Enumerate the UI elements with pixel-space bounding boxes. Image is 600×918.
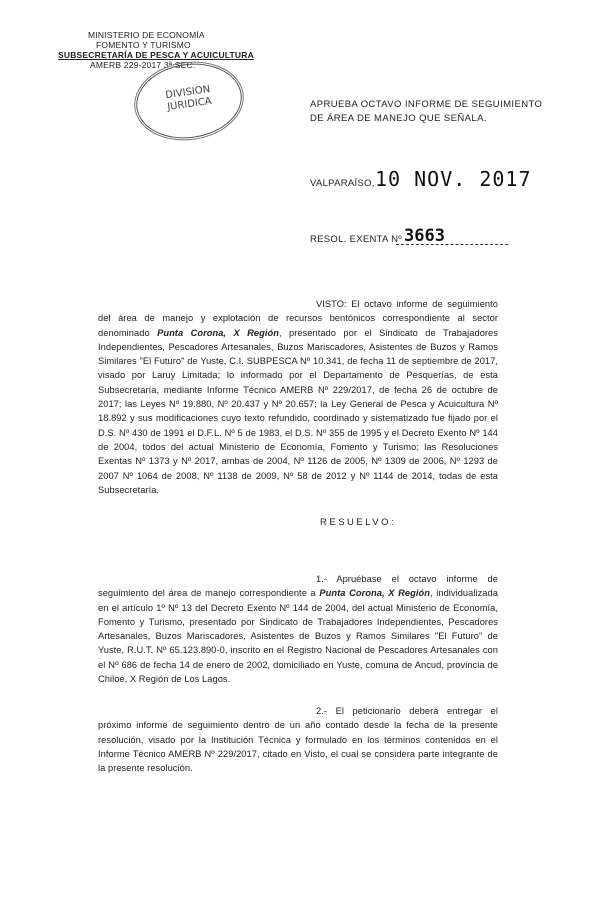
point1-text-before: 1.- Apruébase el octavo informe de seguimiento del área de manejo correspondiente a <box>98 574 498 599</box>
visto-text-after: , presentado por el Sindicato de Trabajadores Independientes, Pescadores Artesanales, Buzos Mariscadores, Asistentes de Buzos y Ramos Similares "El Futuro" de Yuste, C.I. SUBPESCA Nº 10.341, de fecha 11 de septiembre de 2017, visado por Laruy Limitada; lo informado por el Departamento de Pesquerías, de esta Subsecretaría, mediante Informe Técnico AMERB Nº 229/2017, de fecha 26 de octubre de 2017; las Leyes Nº 19.880, Nº 20.437 y Nº 20.657; la Ley General de Pesca y Acuicultura Nº 18.892 y sus modificaciones cuyo texto refundido, coordinado y sistematizado fue fijado por el D.S. Nº 430 de 1991 el D.F.L. Nº 5 de 1983, el D.S. Nº 355 de 1995 y el Decreto Exento Nº 144 de 2004, todos del actual Ministerio de Economía, Fomento y Turismo; las Resoluciones Exentas Nº 1373 y Nº 2017, ambas de 2004, Nº 1126 de 2005, Nº 1309 de 2006, Nº 1293 de 2007 Nº 1064 de 2008, Nº 1138 de 2009, Nº 58 de 2012 y Nº 1144 de 2014, todas de esta Subsecretaría. <box>98 327 498 495</box>
visto-text-before: El octavo informe de seguimiento del área de manejo y explotación de recursos bentónicos correspondiente al sector denominado <box>98 299 498 338</box>
resolution-point-2 <box>98 704 498 775</box>
stamp-line-2: JURIDICA <box>166 95 213 114</box>
stamp-line-1: DIVISION <box>164 83 211 102</box>
visto-label: VISTO: <box>316 299 347 309</box>
point2-text: 2.- El peticionario deberá entregar el próximo informe de seguimiento dentro de un año contado desde la fecha de la presente resolución, visado por la Institución Técnica y formulado en los términos contenidos en el Informe Técnico AMERB Nº 229/2017, citado en Visto, el cual se considera parte integrante de la presente resolución. <box>98 706 498 774</box>
ministry-header <box>58 30 254 70</box>
resolution-number: 3663 <box>404 226 445 246</box>
ministry-name: MINISTERIO DE ECONOMÍA <box>88 30 205 40</box>
resolution-point-1 <box>98 572 498 686</box>
point1-sector: Punta Corona, X Región <box>319 588 430 599</box>
place-label: VALPARAÍSO, <box>310 178 375 189</box>
subsecretaria-name: SUBSECRETARÍA DE PESCA Y ACUICULTURA <box>58 50 254 60</box>
point1-text-after: , individualizada en el artículo 1º Nº 13 del Decreto Exento Nº 144 de 2004, del actual Ministerio de Economía, Fomento y Turismo, presentado por Sindicato de Trabajadores Independientes, Pescadores Artesanales, Buzos Mariscadores, Asistentes de Buzos y Ramos Similares "El Futuro" de Yuste, R.U.T. Nº 65.123.890-0, inscrito en el Registro Nacional de Pescadores Artesanales con el Nº 686 de fecha 14 de enero de 2002, domiciliado en Yuste, comuna de Ancud, provincia de Chiloé, X Región de Los Lagos. <box>98 588 498 685</box>
ministry-subtitle: FOMENTO Y TURISMO <box>96 40 191 50</box>
visto-paragraph <box>98 297 498 497</box>
resolution-label: RESOL. EXENTA Nº <box>310 234 403 245</box>
date-stamp: 10 NOV. 2017 <box>375 167 532 191</box>
visto-sector: Punta Corona, X Región <box>157 327 279 338</box>
resuelvo-heading: RESUELVO: <box>320 517 397 528</box>
resolution-summary: APRUEBA OCTAVO INFORME DE SEGUIMIENTO DE ÁREA DE MANEJO QUE SEÑALA. <box>310 99 543 124</box>
reference-code: AMERB 229-2017 3ª SEC. <box>90 60 196 70</box>
division-juridica-stamp <box>131 57 246 145</box>
